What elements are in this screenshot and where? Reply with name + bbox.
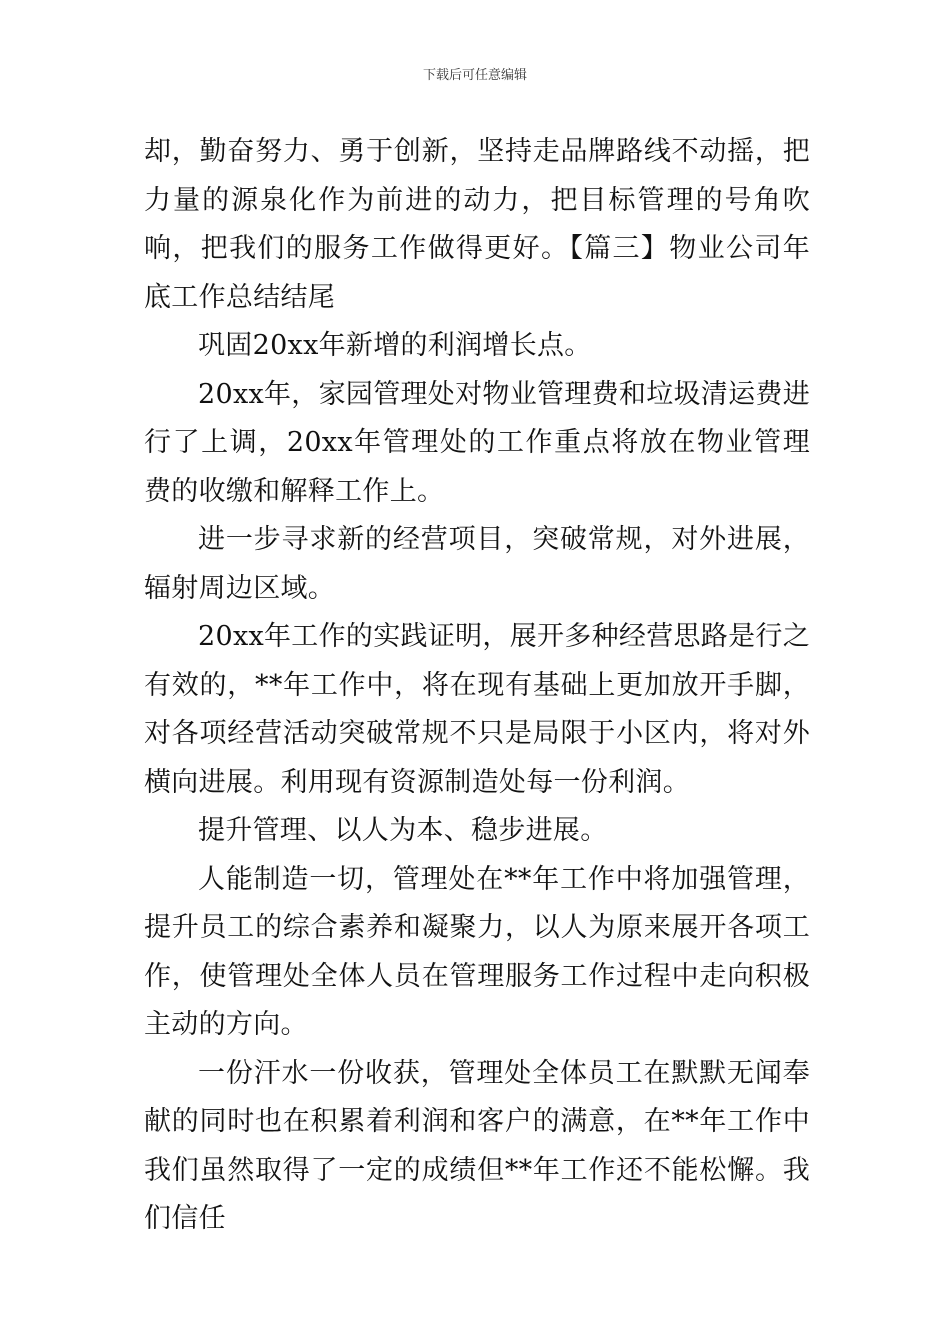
paragraph-4: 进一步寻求新的经营项目，突破常规，对外进展，辐射周边区域。 (144, 524, 810, 604)
paragraph-8: 一份汗水一份收获，管理处全体员工在默默无闻奉献的同时也在积累着利润和客户的满意，在**年工作中我们虽然取得了一定的成绩但**年工作还不能松懈。我们信任 (144, 1057, 810, 1234)
paragraph-7: 人能制造一切，管理处在**年工作中将加强管理，提升员工的综合素养和凝聚力，以人为原来展开各项工作，使管理处全体人员在管理服务工作过程中走向积极主动的方向。 (144, 863, 810, 1040)
paragraph-1: 却，勤奋努力、勇于创新，坚持走品牌路线不动摇，把力量的源泉化作为前进的动力，把目标管理的号角吹响，把我们的服务工作做得更好。【篇三】物业公司年底工作总结结尾 (144, 136, 810, 313)
document-body (144, 128, 810, 1244)
paragraph-2: 巩固20xx年新增的利润增长点。 (198, 330, 592, 361)
page-header: 下载后可任意编辑 (422, 68, 527, 83)
paragraph-5: 20xx年工作的实践证明，展开多种经营思路是行之有效的，**年工作中，将在现有基础上更加放开手脚，对各项经营活动突破常规不只是局限于小区内，将对外横向进展。利用现有资源制造处每一份利润。 (144, 621, 811, 798)
paragraph-3: 20xx年，家园管理处对物业管理费和垃圾清运费进行了上调，20xx年管理处的工作重点将放在物业管理费的收缴和解释工作上。 (144, 378, 811, 507)
paragraph-6: 提升管理、以人为本、稳步进展。 (198, 815, 608, 846)
